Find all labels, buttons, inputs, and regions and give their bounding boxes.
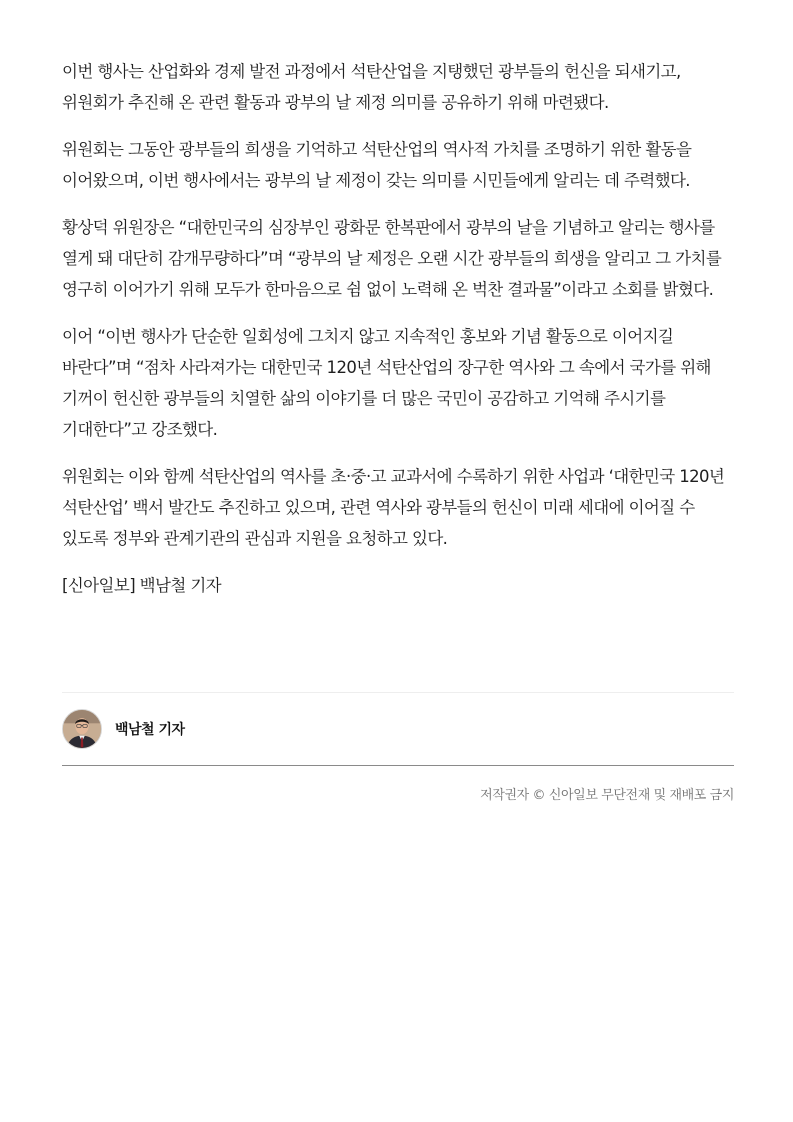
article-byline: [신아일보] 백남철 기자 bbox=[62, 576, 222, 595]
person-photo-icon bbox=[63, 710, 101, 748]
author-card[interactable] bbox=[62, 708, 185, 750]
article-body bbox=[62, 56, 734, 601]
author-avatar[interactable] bbox=[62, 709, 102, 749]
article-paragraph: 이번 행사는 산업화와 경제 발전 과정에서 석탄산업을 지탱했던 광부들의 헌신을 되새기고, 위원회가 추진해 온 관련 활동과 광부의 날 제정 의미를 공유하기 위해 마련됐다. bbox=[62, 62, 681, 112]
article-paragraph: 황상덕 위원장은 “대한민국의 심장부인 광화문 한복판에서 광부의 날을 기념하고 알리는 행사를 열게 돼 대단히 감개무량하다”며 “광부의 날 제정은 오랜 시간 광부들의 희생을 알리고 그 가치를 영구히 이어가기 위해 모두가 한마음으로 쉼 없이 노력해 온 벅찬 결과물”이라고 소회를 밝혔다. bbox=[62, 218, 722, 299]
footer-divider bbox=[62, 765, 734, 766]
section-divider bbox=[62, 692, 734, 693]
author-name[interactable]: 백남철 기자 bbox=[115, 722, 185, 738]
article-paragraph: 이어 “이번 행사가 단순한 일회성에 그치지 않고 지속적인 홍보와 기념 활동으로 이어지길 바란다”며 “점차 사라져가는 대한민국 120년 석탄산업의 장구한 역사와 그 속에서 국가를 위해 기꺼이 헌신한 광부들의 치열한 삶의 이야기를 더 많은 국민이 공감하고 기억해 주시기를 기대한다”고 강조했다. bbox=[62, 327, 711, 439]
article-paragraph: 위원회는 이와 함께 석탄산업의 역사를 초·중·고 교과서에 수록하기 위한 사업과 ‘대한민국 120년 석탄산업’ 백서 발간도 추진하고 있으며, 관련 역사와 광부들의 헌신이 미래 세대에 이어질 수 있도록 정부와 관계기관의 관심과 지원을 요청하고 있다. bbox=[62, 467, 725, 548]
article-paragraph: 위원회는 그동안 광부들의 희생을 기억하고 석탄산업의 역사적 가치를 조명하기 위한 활동을 이어왔으며, 이번 행사에서는 광부의 날 제정이 갖는 의미를 시민들에게 알리는 데 주력했다. bbox=[62, 140, 692, 190]
copyright-notice: 저작권자 © 신아일보 무단전재 및 재배포 금지 bbox=[480, 788, 734, 803]
